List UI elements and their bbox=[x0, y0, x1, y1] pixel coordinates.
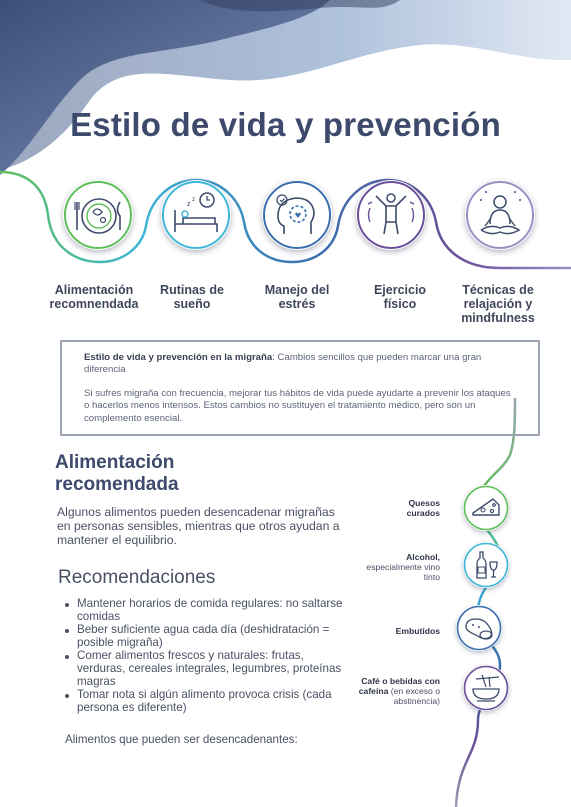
cheese-icon bbox=[463, 485, 509, 531]
section-heading-line2: recomendada bbox=[55, 474, 179, 495]
intro-body: Si sufres migraña con frecuencia, mejorar tus hábitos de vida puede ayudarte a prevenir los ataques o hacerlos menos intensos. Estos cambios no sustituyen el tratamiento médico, pero son un complemento esencial. bbox=[84, 387, 511, 424]
trigger-rest: (en exceso o abstinencia) bbox=[390, 686, 440, 706]
recommendations-list bbox=[65, 598, 355, 715]
section-heading bbox=[55, 452, 179, 496]
topic-label-ejercicio: Ejercicio físico bbox=[373, 283, 427, 311]
trigger-label-alcohol bbox=[356, 552, 440, 582]
section-paragraph: Algunos alimentos pueden desencadenar migrañas en personas sensibles, mientras que otros ayudan a mantener el equilibrio. bbox=[57, 505, 340, 547]
svg-text:z: z bbox=[192, 197, 195, 203]
list-item: Comer alimentos frescos y naturales: frutas, verduras, cereales integrales, legumbres, proteínas magras bbox=[65, 650, 355, 688]
trigger-label-cafe bbox=[346, 676, 440, 706]
page-title: Estilo de vida y prevención bbox=[70, 106, 501, 143]
trigger-bold: Alcohol, bbox=[406, 552, 440, 562]
coffee-cup-icon bbox=[463, 665, 509, 711]
recommendations-heading: Recomendaciones bbox=[58, 567, 216, 588]
svg-text:z: z bbox=[187, 201, 191, 208]
food-plate-icon bbox=[63, 180, 133, 250]
intro-lead bbox=[84, 352, 518, 377]
head-gear-icon bbox=[262, 180, 332, 250]
sausage-icon bbox=[456, 605, 502, 651]
trigger-bold: Café o bebidas con cafeína bbox=[358, 676, 440, 696]
topic-label-sueno: Rutinas de sueño bbox=[160, 283, 224, 311]
header-wave-decoration bbox=[0, 0, 571, 190]
trigger-label-embutidos bbox=[360, 626, 440, 636]
meditation-icon bbox=[465, 180, 535, 250]
topic-label-relajacion: Técnicas de relajación y mindfulness bbox=[461, 283, 535, 325]
wine-bottle-icon bbox=[463, 542, 509, 588]
list-item: Beber suficiente agua cada día (deshidratación = posible migraña) bbox=[65, 624, 355, 649]
trigger-label-quesos bbox=[380, 498, 440, 518]
sleeping-bed-icon bbox=[161, 180, 231, 250]
section-heading-line1: Alimentación bbox=[55, 452, 175, 473]
intro-lead-bold: Estilo de vida y prevención en la migraña bbox=[84, 352, 273, 363]
trigger-bold: Quesos curados bbox=[406, 498, 440, 518]
topic-label-estres: Manejo del estrés bbox=[264, 283, 330, 311]
trigger-rest: especialmente vino tinto bbox=[366, 562, 440, 582]
intro-lead-rest: : Cambios sencillos que pueden marcar una gran diferencia bbox=[84, 352, 482, 376]
list-item: Tomar nota si algún alimento provoca crisis (cada persona es diferente) bbox=[65, 689, 355, 714]
list-item: Mantener horarios de comida regulares: no saltarse comidas bbox=[65, 598, 355, 623]
stretching-person-icon bbox=[356, 180, 426, 250]
topic-label-alimentacion: Alimentación recomnendada bbox=[49, 283, 139, 311]
triggers-intro: Alimentos que pueden ser desencadenantes: bbox=[65, 733, 298, 746]
intro-box bbox=[60, 340, 540, 436]
trigger-bold: Embutidos bbox=[395, 626, 440, 636]
